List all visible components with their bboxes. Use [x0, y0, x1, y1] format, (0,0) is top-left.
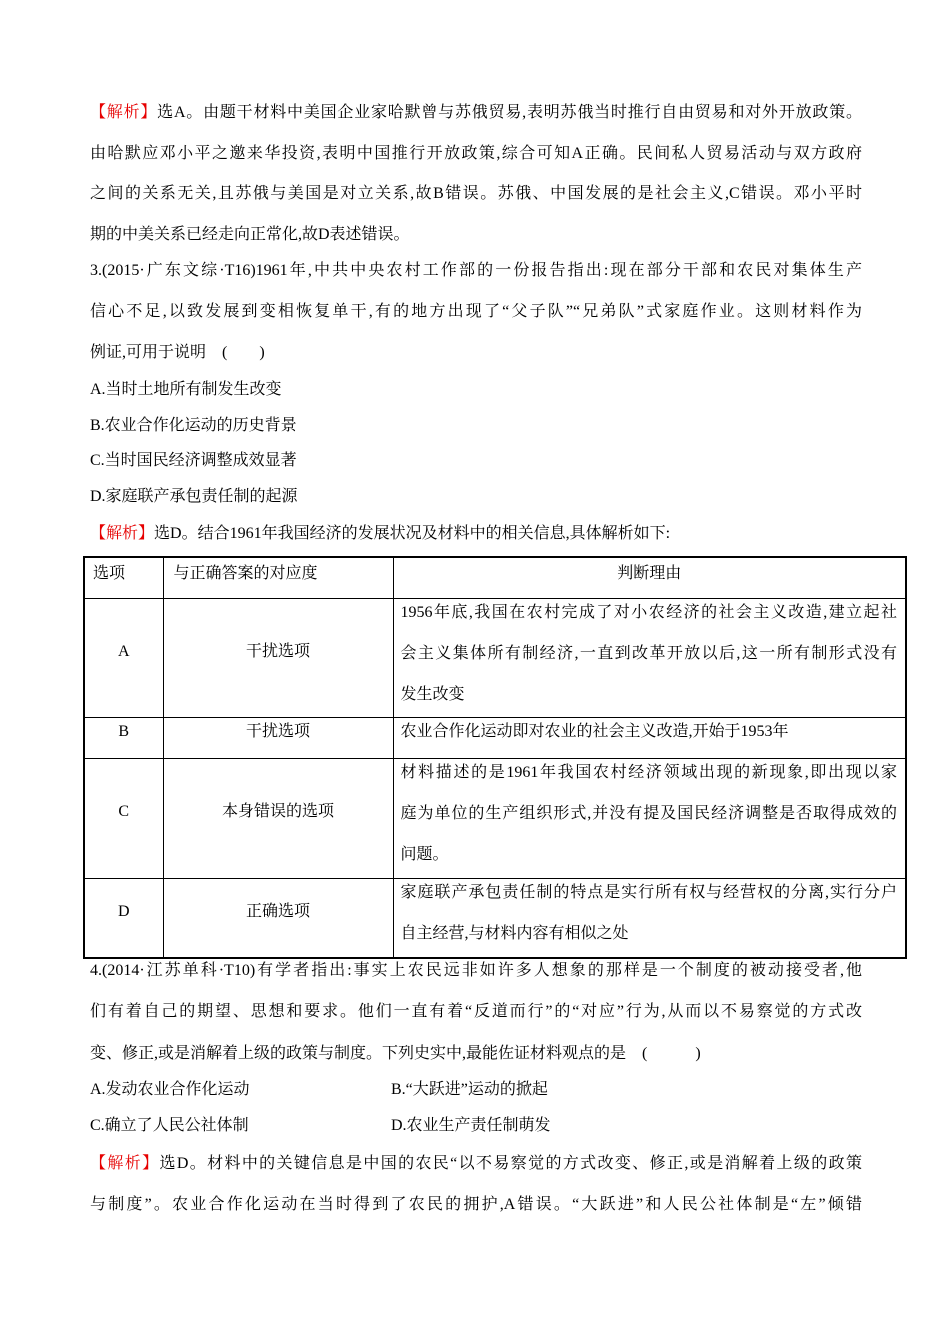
- q4-options: [90, 1072, 862, 1144]
- header-option: 选项: [84, 557, 163, 598]
- q3-stem: [90, 250, 862, 373]
- cell-reason: [393, 878, 906, 958]
- q2-analysis-line: 期的中美关系已经走向正常化,故D表述错误。: [90, 226, 410, 244]
- q4-stem-line: 4.(2014·江苏单科·T10)有学者指出:事实上农民远非如许多人想象的那样是一个制度的被动接受者,他: [90, 961, 862, 979]
- reason-line: 家庭联产承包责任制的特点是实行所有权与经营权的分离,实行分户: [400, 883, 897, 901]
- header-reason: 判断理由: [393, 557, 906, 598]
- q4-option-d: D.农业生产责任制萌发: [391, 1117, 551, 1134]
- reason-line: 会主义集体所有制经济,一直到改革开放以后,这一所有制形式没有: [400, 644, 897, 662]
- cell-reason: [393, 598, 906, 717]
- cell-correspondence: 本身错误的选项: [163, 758, 393, 878]
- analysis-text: 选D。材料中的关键信息是中国的农民“以不易察觉的方式改变、修正,或是消解着上级的政策: [159, 1154, 862, 1172]
- cell-option: D: [84, 878, 163, 958]
- q3-stem-line: 信心不足,以致发展到变相恢复单干,有的地方出现了“父子队”“兄弟队”式家庭作业。这则材料作为: [90, 303, 862, 320]
- q4-option-row: [90, 1108, 862, 1144]
- analysis-label: 【解析】: [90, 1154, 160, 1172]
- q3-option-d: D.家庭联产承包责任制的起源: [90, 488, 298, 506]
- reason-line: 1956年底,我国在农村完成了对小农经济的社会主义改造,建立起社: [400, 603, 897, 621]
- q4-stem: [90, 950, 862, 1075]
- q2-analysis-line: 由哈默应邓小平之邀来华投资,表明中国推行开放政策,综合可知A正确。民间私人贸易活动与双方政府: [90, 144, 862, 162]
- cell-correspondence: 干扰选项: [163, 598, 393, 717]
- cell-correspondence: 正确选项: [163, 878, 393, 958]
- q2-analysis-line: 之间的关系无关,且苏俄与美国是对立关系,故B错误。苏俄、中国发展的是社会主义,C错误。邓小平时: [90, 185, 862, 203]
- analysis-text: 选D。结合1961年我国经济的发展状况及材料中的相关信息,具体解析如下:: [154, 525, 671, 542]
- table-header-row: [84, 557, 906, 598]
- q3-options: [90, 372, 862, 515]
- q3-analysis-line: [90, 516, 862, 552]
- q3-analysis: [90, 516, 862, 552]
- analysis-text: 选A。由题干材料中美国企业家哈默曾与苏俄贸易,表明苏俄当时推行自由贸易和对外开放政策。: [157, 104, 862, 121]
- reason-text: [401, 758, 898, 875]
- header-correspondence: 与正确答案的对应度: [163, 557, 393, 598]
- reason-line: 材料描述的是1961年我国农村经济领域出现的新现象,即出现以家: [400, 763, 897, 781]
- reason-line: 发生改变: [400, 685, 465, 703]
- reason-line: 自主经营,与材料内容有相似之处: [400, 924, 629, 942]
- cell-option: A: [84, 598, 163, 717]
- reason-line: 农业合作化运动即对农业的社会主义改造,开始于1953年: [400, 722, 789, 740]
- q4-analysis-line: [90, 1143, 862, 1184]
- q4-stem-line: 们有着自己的期望、思想和要求。他们一直有着“反道而行”的“对应”行为,从而以不易察觉的方式改: [90, 1003, 862, 1020]
- cell-option: B: [84, 717, 163, 758]
- cell-reason: [393, 717, 906, 758]
- q4-analysis: [90, 1143, 862, 1225]
- q4-option-a: A.发动农业合作化运动: [90, 1081, 250, 1098]
- q4-stem-line: 变、修正,或是消解着上级的政策与制度。下列史实中,最能佐证材料观点的是 ( ): [90, 1044, 701, 1062]
- reason-text: [401, 598, 898, 715]
- q4-analysis-line: 与制度”。农业合作化运动在当时得到了农民的拥护,A错误。“大跃进”和人民公社体制是“左”倾错: [90, 1195, 862, 1213]
- reason-text: [401, 717, 898, 752]
- analysis-label: 【解析】: [90, 104, 158, 121]
- reason-line: 庭为单位的生产组织形式,并没有提及国民经济调整是否取得成效的: [400, 804, 897, 822]
- cell-correspondence: 干扰选项: [163, 717, 393, 758]
- reason-text: [401, 878, 898, 954]
- q4-option-c: C.确立了人民公社体制: [90, 1117, 249, 1134]
- q3-option-c: C.当时国民经济调整成效显著: [90, 452, 297, 470]
- table-row: [84, 758, 906, 878]
- q4-option-row: [90, 1072, 862, 1108]
- q3-stem-line: 例证,可用于说明 ( ): [90, 344, 265, 361]
- analysis-label: 【解析】: [90, 525, 155, 542]
- q2-analysis: [90, 93, 862, 256]
- reason-line: 问题。: [400, 845, 449, 863]
- q3-option-b: B.农业合作化运动的历史背景: [90, 416, 297, 434]
- q3-stem-line: 3.(2015·广东文综·T16)1961年,中共中央农村工作部的一份报告指出:现在部分干部和农民对集体生产: [90, 262, 862, 279]
- q2-analysis-line: [90, 93, 862, 134]
- table-row: [84, 878, 906, 958]
- cell-reason: [393, 758, 906, 878]
- q3-option-a: A.当时土地所有制发生改变: [90, 381, 282, 398]
- cell-option: C: [84, 758, 163, 878]
- q4-option-b: B.“大跃进”运动的掀起: [391, 1081, 548, 1098]
- table-row: [84, 717, 906, 758]
- analysis-table: [83, 556, 907, 959]
- table-row: [84, 598, 906, 717]
